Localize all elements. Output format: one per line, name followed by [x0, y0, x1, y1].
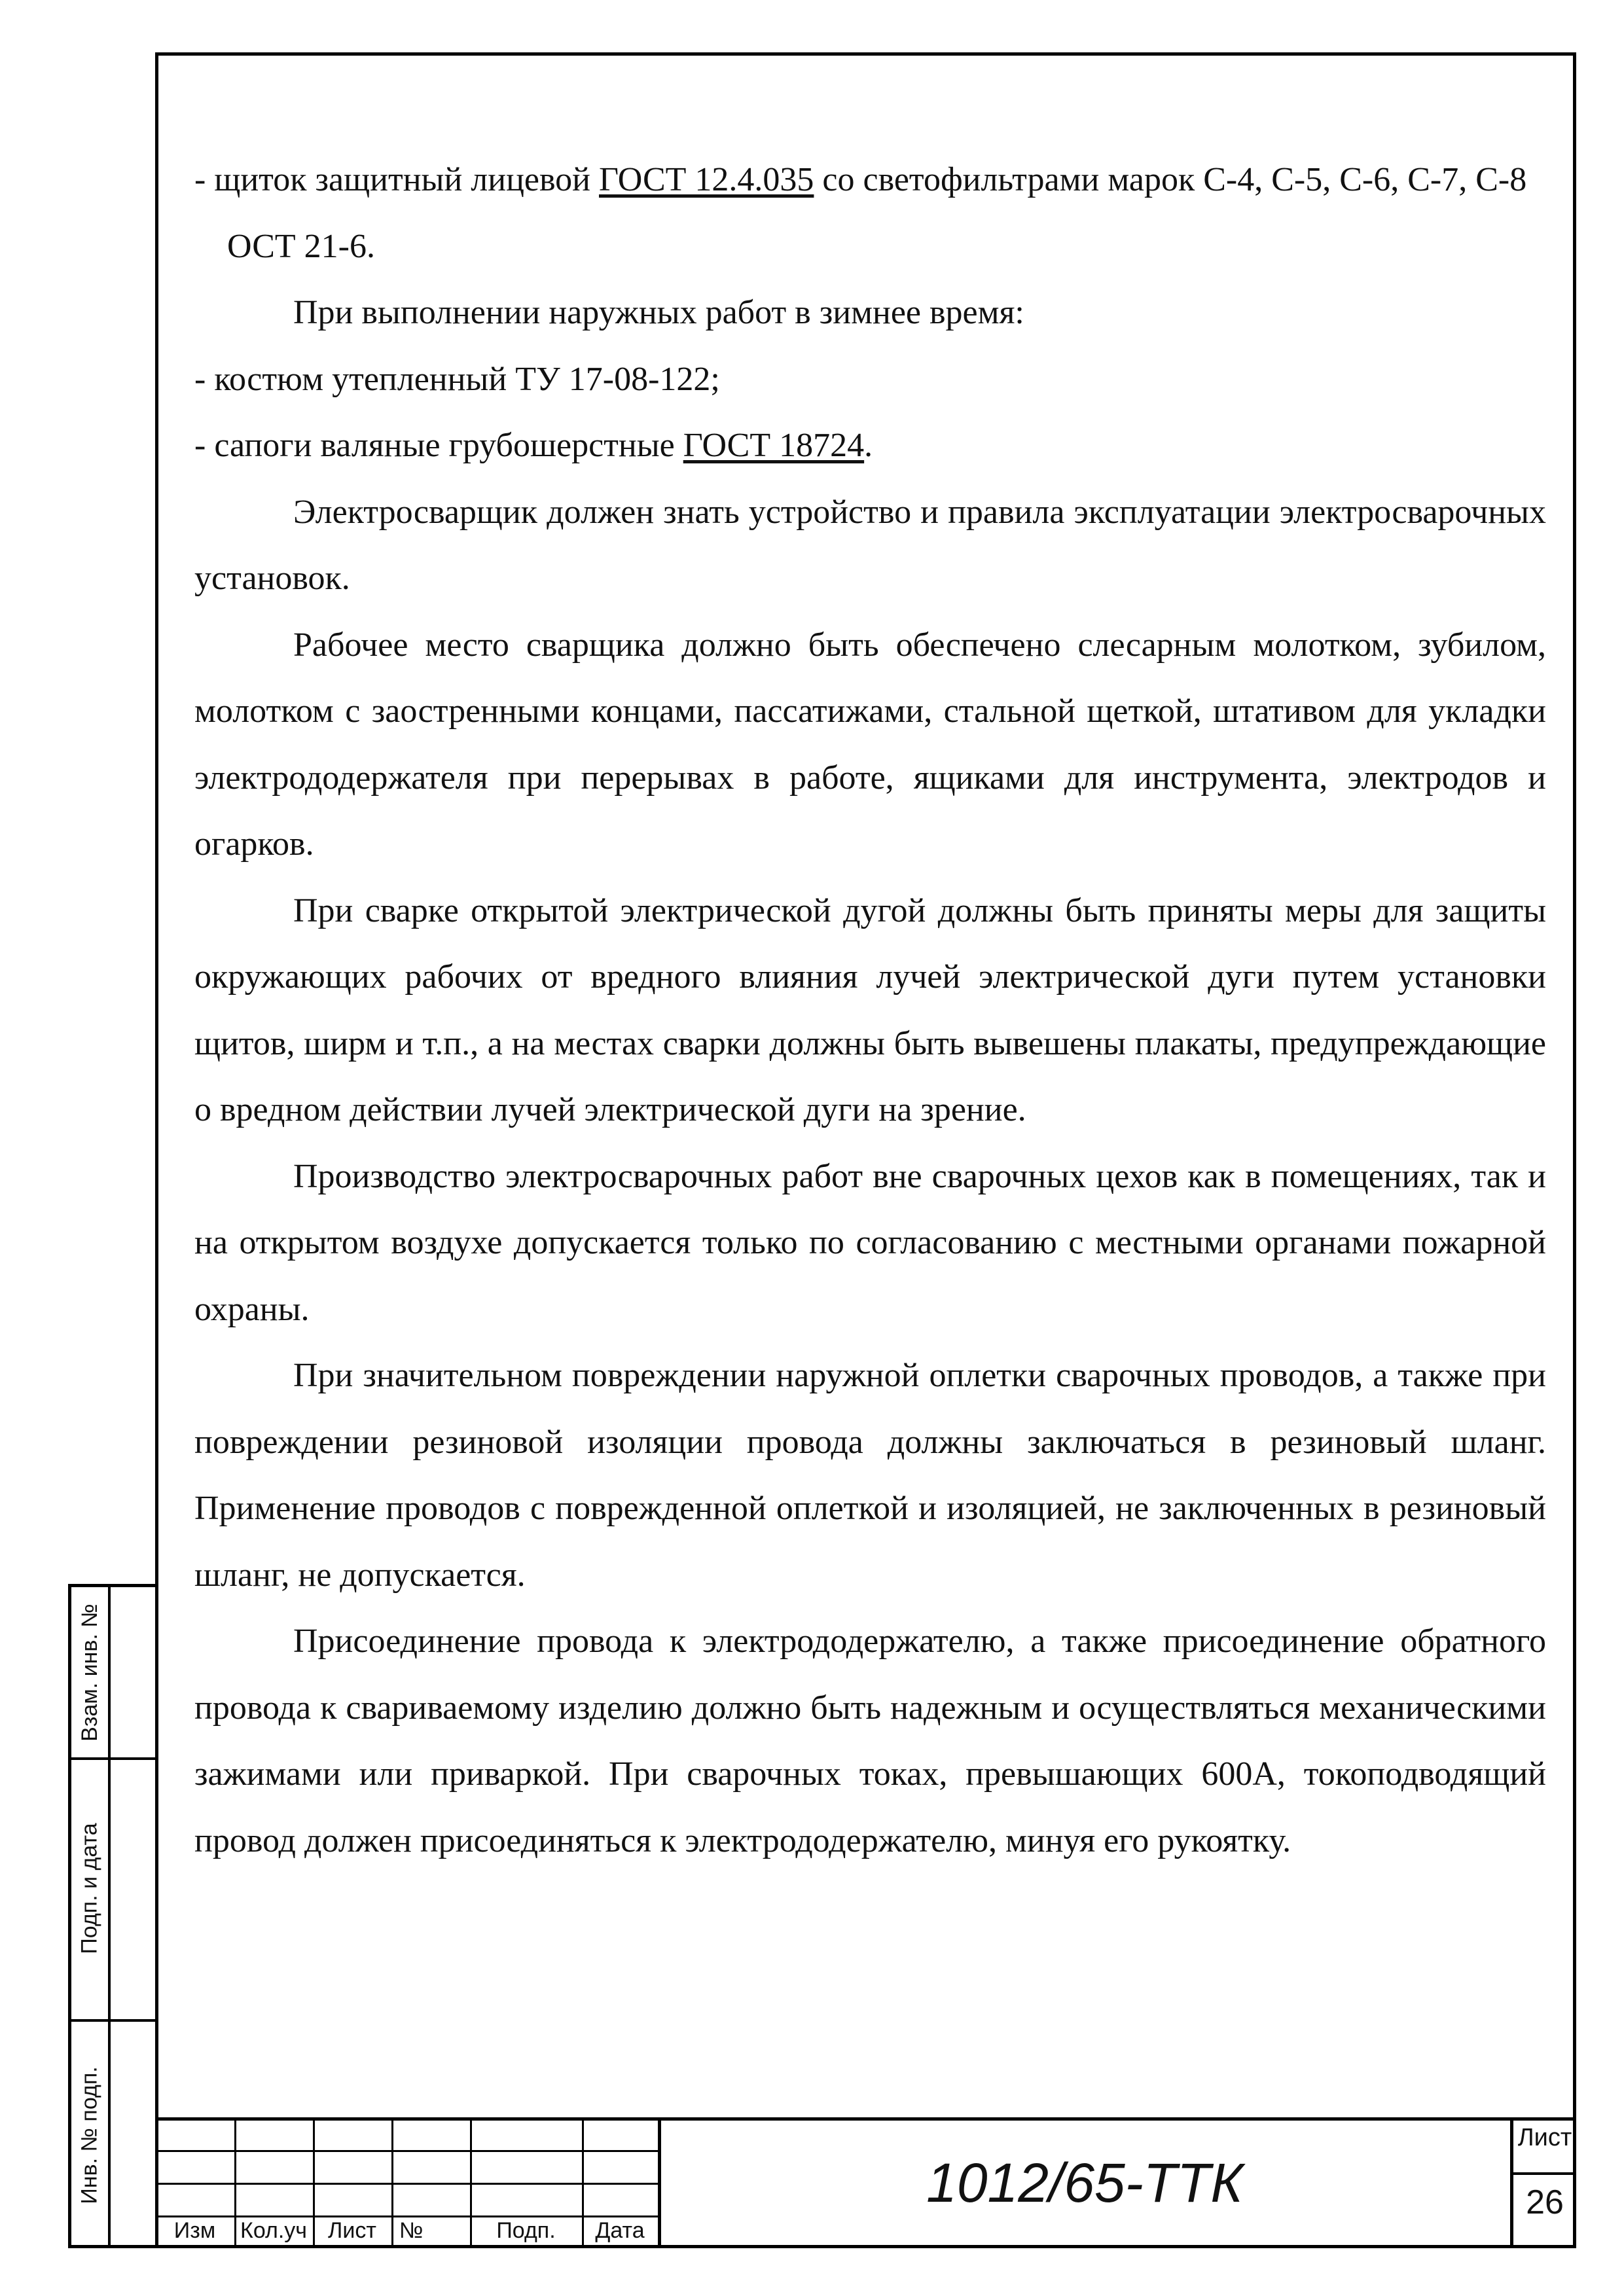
paragraph	[194, 412, 1546, 479]
paragraph	[194, 479, 1546, 612]
text-run: - костюм утепленный ТУ 17-08-122;	[194, 360, 720, 398]
standard-reference: ГОСТ 12.4.035	[599, 161, 814, 198]
sheet-label: Лист	[1517, 2124, 1572, 2151]
left-side-stamp	[68, 1584, 155, 2248]
col-header-date: Дата	[595, 2217, 645, 2243]
text-run: При выполнении наружных работ в зимнее время:	[293, 294, 1024, 331]
text-run: - щиток защитный лицевой	[194, 161, 600, 198]
sheet-cell-divider	[1510, 2172, 1576, 2175]
sidebar-divider	[108, 1587, 111, 2245]
text-run: Производство электросварочных работ вне сварочных цехов как в помещениях, так и на открытом воздухе допускается только по согласованию с местными органами пожарной охраны.	[194, 1157, 1546, 1328]
col-header-doc-number: №	[399, 2217, 424, 2243]
text-run: Электросварщик должен знать устройство и правила эксплуатации электросварочных установок.	[194, 493, 1546, 597]
col-header-sheet: Лист	[328, 2217, 376, 2243]
replacement-inventory-label: Взам. инв. №	[77, 1603, 102, 1742]
text-run: Рабочее место сварщика должно быть обеспечено слесарным молотком, зубилом, молотком с заостренными концами, пассатижами, стальной щеткой, штативом для укладки электрододержателя при перерывах в работе, ящиками для инструмента, электродов и огарков.	[194, 626, 1546, 863]
paragraph	[194, 1608, 1546, 1874]
signature-date-label: Подп. и дата	[77, 1822, 102, 1954]
paragraph	[194, 147, 1546, 279]
paragraph	[194, 1143, 1546, 1343]
text-run: При значительном повреждении наружной оплетки сварочных проводов, а также при повреждении резиновой изоляции провода должны заключаться в резиновый шланг. Применение проводов с поврежденной оплеткой и изоляцией, не заключенных в резиновый шланг, не допускается.	[194, 1357, 1546, 1594]
paragraph	[194, 346, 1546, 413]
col-header-signature: Подп.	[496, 2217, 556, 2243]
col-header-count: Кол.уч	[240, 2217, 307, 2243]
paragraph	[194, 1342, 1546, 1608]
text-run: - сапоги валяные грубошерстные	[194, 427, 683, 464]
body-text	[194, 147, 1546, 1874]
title-block	[155, 2117, 1576, 2248]
text-run: Присоединение провода к электрододержателю, а также присоединение обратного провода к свариваемому изделию должно быть надежным и осуществляться механическими зажимами или приваркой. При сварочных токах, превышающих 600А, токоподводящий провод должен присоединяться к электрододержателю, минуя его рукоятку.	[194, 1623, 1546, 1859]
original-inventory-label: Инв. № подп.	[77, 2066, 102, 2204]
col-header-change: Изм	[173, 2217, 216, 2243]
sheet-number: 26	[1526, 2183, 1564, 2221]
paragraph	[194, 878, 1546, 1143]
text-run: При сварке открытой электрической дугой должны быть приняты меры для защиты окружающих рабочих от вредного влияния лучей электрической дуги путем установки щитов, ширм и т.п., а на местах сварки должны быть вывешены плакаты, предупреждающие о вредном действии лучей электрической дуги на зрение.	[194, 891, 1546, 1128]
paragraph	[194, 612, 1546, 878]
standard-reference: ГОСТ 18724	[683, 427, 865, 464]
text-run: со светофильтрами марок С-4, С-5, С-6, С-7, С-8 ОСТ 21-6.	[227, 161, 1527, 265]
text-run: .	[864, 427, 873, 464]
document-code: 1012/65-ТТК	[926, 2151, 1243, 2214]
paragraph	[194, 279, 1546, 346]
